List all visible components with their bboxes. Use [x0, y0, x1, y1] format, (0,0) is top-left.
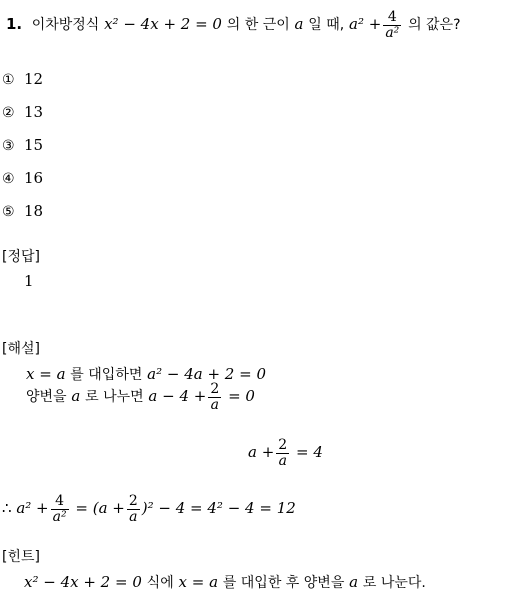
solution-line2-var: a [71, 387, 81, 406]
center-prefix: a + [248, 443, 275, 462]
choice-value: 15 [24, 136, 44, 154]
solution-line2-frac-num: 2 [210, 381, 220, 397]
problem-text-after: 의 값은? [408, 17, 461, 34]
hint-label: [힌트] [2, 549, 40, 565]
solution-line-2 [26, 382, 255, 412]
conclusion-fraction-2 [127, 494, 140, 524]
choice-2[interactable] [2, 105, 43, 120]
conclusion-fraction-1 [51, 494, 69, 524]
conclusion-frac2-num: 2 [128, 493, 138, 509]
hint-line [24, 575, 426, 590]
solution-line2-frac-den: a [208, 397, 221, 413]
problem-text-mid1: 의 한 근이 [226, 17, 290, 34]
problem-text-before: 이차방정식 [31, 17, 100, 34]
choice-5[interactable] [2, 204, 43, 219]
solution-label: [해설] [2, 341, 40, 357]
problem-frac-den: a² [385, 24, 400, 41]
hint-var: a [349, 573, 359, 591]
solution-line2-math: a − 4 + [148, 387, 207, 406]
solution-line2-text2: 로 나누면 [85, 389, 144, 406]
answer-label: [정답] [2, 249, 40, 265]
center-frac-num: 2 [278, 437, 288, 453]
solution-line2-text1: 양변을 [26, 389, 67, 406]
hint-text2: 를 대입한 후 양변을 [222, 575, 345, 591]
problem-text-mid2: 일 때, [308, 17, 345, 34]
solution-conclusion [2, 494, 296, 524]
choice-mark: ① [2, 72, 15, 88]
conclusion-tail: )² − 4 = 4² − 4 = 12 [141, 499, 296, 518]
choice-value: 12 [24, 70, 44, 88]
problem-number: 1. [6, 15, 23, 34]
conclusion-frac1-den: a² [52, 508, 67, 525]
solution-line2-fraction [208, 382, 221, 412]
solution-center-equation [248, 438, 323, 468]
hint-math2: x = a [178, 573, 219, 591]
solution-text1: 를 대입하면 [70, 367, 143, 383]
therefore-symbol: ∴ [2, 499, 12, 518]
problem-line [6, 10, 461, 40]
center-frac-den: a [276, 453, 289, 469]
choice-1[interactable] [2, 72, 43, 87]
answer-value: 1 [24, 272, 34, 290]
conclusion-frac2-den: a [127, 509, 140, 525]
choice-4[interactable] [2, 171, 43, 186]
center-fraction [276, 438, 289, 468]
hint-text1: 식에 [146, 575, 174, 591]
choice-mark: ⑤ [2, 204, 15, 220]
conclusion-prefix: a² + [16, 499, 49, 518]
choice-mark: ② [2, 105, 15, 121]
problem-frac-num: 4 [387, 9, 397, 25]
choice-value: 13 [24, 103, 44, 121]
solution-line2-tail: = 0 [228, 387, 255, 406]
hint-text3: 로 나눈다. [362, 575, 426, 591]
problem-fraction [383, 10, 401, 40]
choice-value: 16 [24, 169, 44, 187]
choice-value: 18 [24, 202, 44, 220]
center-tail: = 4 [295, 443, 323, 462]
problem-equation: x² − 4x + 2 = 0 [104, 15, 222, 34]
solution-line-1 [26, 367, 266, 382]
problem-expr-prefix: a² + [349, 15, 382, 34]
conclusion-frac1-num: 4 [55, 493, 65, 509]
choice-3[interactable] [2, 138, 43, 153]
solution-math1: x = a [26, 365, 66, 383]
solution-math2: a² − 4a + 2 = 0 [147, 365, 266, 383]
hint-math1: x² − 4x + 2 = 0 [24, 573, 142, 591]
choice-mark: ④ [2, 171, 15, 187]
problem-var-a: a [294, 15, 304, 34]
conclusion-mid: = (a + [75, 499, 125, 518]
choice-mark: ③ [2, 138, 15, 154]
